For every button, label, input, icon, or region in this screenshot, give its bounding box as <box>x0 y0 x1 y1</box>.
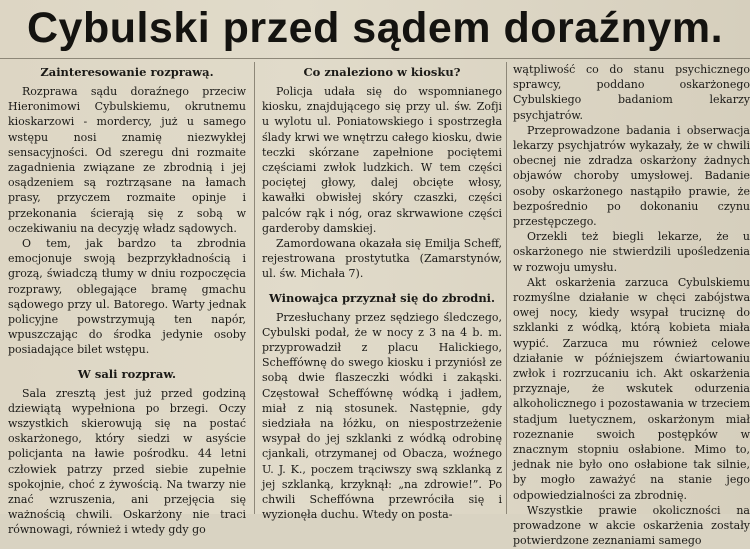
subheading: W sali rozpraw. <box>77 366 177 381</box>
paragraph: wątpliwość co do stanu psychicznego sprawcy, poddano oskarżonego Cybulskiego badaniom lekarzy psychjatrów. <box>513 63 750 122</box>
subheading: Zainteresowanie rozprawą. <box>40 65 214 79</box>
headline: Cybulski przed sądem doraźnym. <box>26 4 724 52</box>
paragraph: Rozprawa sądu doraźnego przeciw Hieronimowi Cybulskiemu, okrutnemu kioskarzowi - mordercy, już u samego wstępu nosi znamię niezwykłej sensacyjności. Od szeregu dni rozmaite zagadnienia związane ze zbrodnią i jej osądzeniem są roztrząsane na łamach prasy, przyczem rozmaite opinje i przekonania ścierają się z sobą w oczekiwaniu na decyzję władz sądowych. <box>8 85 246 235</box>
paragraph: Wszystkie prawie okoliczności na prowadzone w akcie oskarżenia zostały potwierdzone zeznaniami samego <box>513 503 750 548</box>
paragraph: Przesłuchany przez sędziego śledczego, Cybulski podał, że w nocy z 3 na 4 b. m. przyprowadził z placu Halickiego, Scheffównę do swego kiosku i przyniósł ze sobą dwie flaszeczki wódki i zakąski. Częstował Scheffównę wódką i jadłem, miał z nią stosunek. Następnie, gdy siedziała na łóżku, on niespostrzeżenie wsypał do jej szklanki z wódką odrobinę cjankali, otrzymanej od Obacza, woźnego U. J. K., poczem trąciwszy swą szklanką z jej szklanką, krzyknął: „na zdrowie!”. Po chwili Scheffówna przewróciła się i wyzionęła duchu. Wtedy on posta- <box>262 310 502 522</box>
paragraph: Zamordowana okazała się Emilja Scheff, rejestrowana prostytutka (Zamarstynów, ul. św. Michała 7). <box>262 237 502 281</box>
subheading: Co znaleziono w kiosku? <box>303 65 461 79</box>
paragraph: Sala zresztą jest już przed godziną dziewiątą wypełniona po brzegi. Oczy wszystkich skierowują się na postać oskarżonego, który siedzi w asyście policjanta na ławie pośrodku. 44 letni człowiek patrzy przed siebie zupełnie spokojnie, choć z żywością. Na twarzy nie znać wzruszenia, ani przejęcia się ważnością chwili. Oskarżony nie traci równowagi, również i wtedy gdy go <box>8 386 246 537</box>
paragraph: Akt oskarżenia zarzuca Cybulskiemu rozmyślne działanie w chęci zabójstwa owej nocy, kiedy wsypał truciznę do szklanki z wódką, którą kobieta miała wypić. Zarzuca mu również celowe działanie w późniejszem ćwiartowaniu zwłok i rozrzucaniu ich. Akt oskarżenia przyznaje, że wskutek odurzenia alkoholicznego i pozostawania w trzeciem stadjum luetycznem, oskarżonym miał rozeznanie swoich postępków w znacznym stopniu osłabione. Mimo to, jednak nie było ono osłabione tak silnie, by mogło zaważyć na stanie jego odpowiedzialności za zbrodnię. <box>513 275 750 502</box>
column-separator <box>254 62 255 514</box>
paragraph: O tem, jak bardzo ta zbrodnia emocjonuje swoją bezprzykładnością i grozą, świadczą tłumy w dniu rozpoczęcia rozprawy, oblegające bramę gmachu sądowego przy ul. Batorego. Warty jednak policyjne powstrzymują ten napór, wpuszczając do środka jedynie osoby posiadające bilet wstępu. <box>8 237 246 357</box>
column-separator <box>506 62 507 514</box>
subheading: Winowajca przyznał się do zbrodni. <box>268 290 496 305</box>
column-1 <box>8 62 246 537</box>
headline-rule <box>0 58 750 59</box>
paragraph: Orzekli też biegli lekarze, że u oskarżonego nie stwierdzili upośledzenia w rozwoju umysłu. <box>513 230 750 274</box>
column-2 <box>262 62 502 522</box>
column-3 <box>513 62 750 548</box>
paragraph: Przeprowadzone badania i obserwacja lekarzy psychjatrów wykazały, że w chwili obecnej nie zdradza oskarżony żadnych objawów choroby umysłowej. Badanie osoby oskarżonego nastąpiło prawie, że bezpośrednio po dokonaniu czynu przestępczego. <box>513 123 750 229</box>
paragraph: Policja udała się do wspomnianego kiosku, znajdującego się przy ul. św. Zofji u wylotu ul. Poniatowskiego i spostrzegła ślady krwi we wnętrzu całego kiosku, dwie teczki skórzane zapełnione pociętemi częściami zwłok ludzkich. W tem części pociętej głowy, dalej obcięte włosy, kawałki obwisłej skóry czaszki, części palców rąk i nóg, oraz skrwawione części garderoby damskiej. <box>262 85 502 235</box>
